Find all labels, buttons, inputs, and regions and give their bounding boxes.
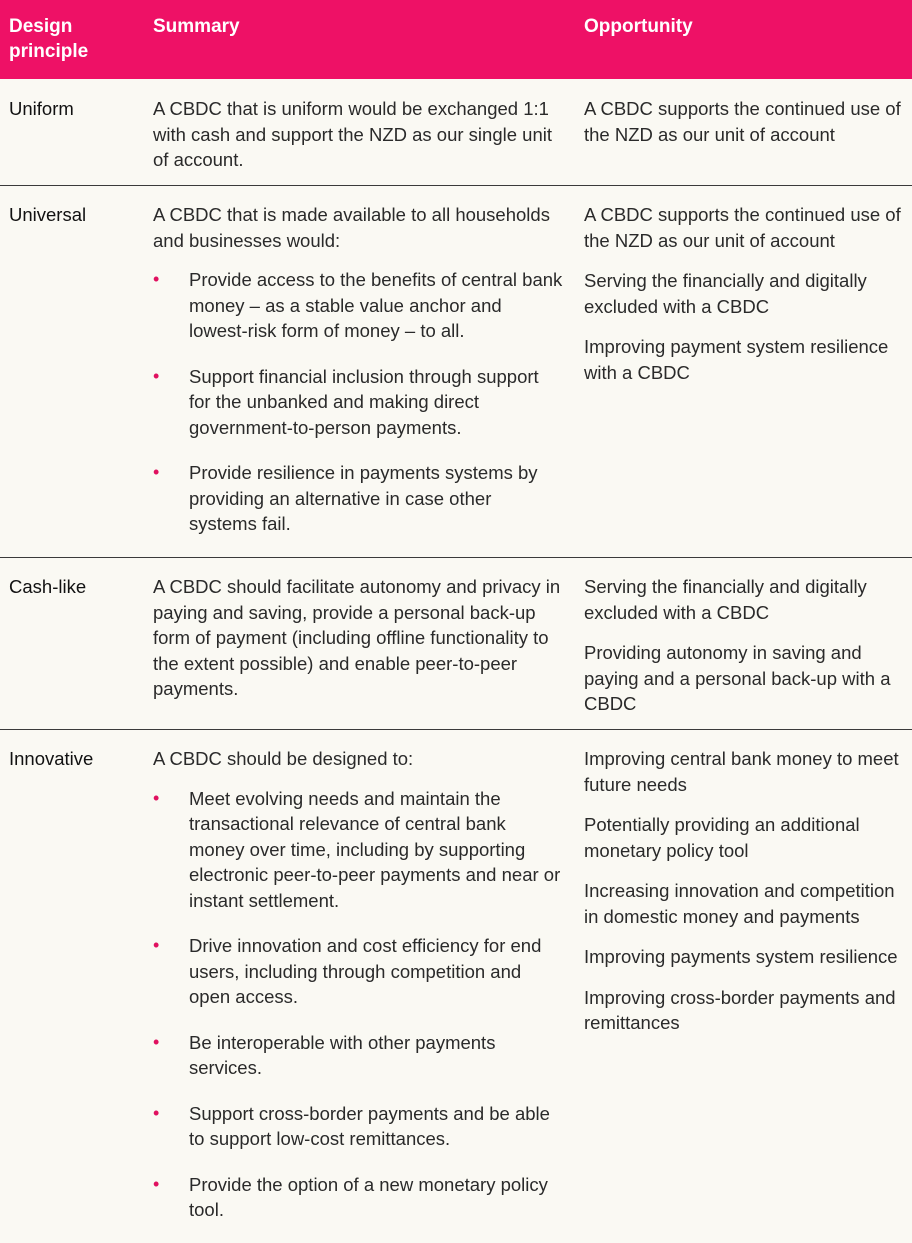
- summary-text: A CBDC that is made available to all households and businesses would:: [153, 204, 550, 251]
- opportunity-item: Serving the financially and digitally excluded with a CBDC: [584, 576, 867, 623]
- summary-bullet-list: [153, 267, 563, 537]
- row-divider: [0, 557, 912, 558]
- opportunity-item: Improving payment system resilience with a CBDC: [584, 336, 889, 383]
- opportunity-item: Increasing innovation and competition in domestic money and payments: [584, 880, 895, 927]
- opportunity-item: Improving payments system resilience: [584, 946, 898, 967]
- opportunity-item: Potentially providing an additional monetary policy tool: [584, 814, 860, 861]
- bullet-item: • Provide access to the benefits of central bank money – as a stable value anchor and lowest-risk form of money – to all.: [153, 269, 563, 341]
- summary-cell: [153, 746, 563, 1243]
- principle-cell: Uniform: [9, 98, 74, 119]
- bullet-dot-icon: •: [153, 365, 160, 386]
- summary-cell: [153, 96, 563, 173]
- table-row-innovative: [0, 746, 912, 1220]
- row-divider: [0, 185, 912, 186]
- principle-cell: Innovative: [9, 748, 94, 769]
- bullet-item: • Meet evolving needs and maintain the transactional relevance of central bank money over time, including by supporting electronic peer-to-peer payments and near or instant settlement.: [153, 787, 561, 911]
- opportunity-item: Improving cross-border payments and remittances: [584, 986, 896, 1033]
- opportunity-cell: [584, 96, 906, 162]
- bullet-dot-icon: •: [153, 1102, 160, 1123]
- bullet-item: • Drive innovation and cost efficiency for end users, including through competition and open access.: [153, 935, 542, 1007]
- opportunity-item: Providing autonomy in saving and paying and a personal back-up with a CBDC: [584, 642, 891, 714]
- table-row-uniform: [0, 96, 912, 186]
- table-row-universal: [0, 202, 912, 558]
- principle-cell: Cash-like: [9, 576, 87, 597]
- bullet-dot-icon: •: [153, 1173, 160, 1194]
- table-row-cash-like: [0, 574, 912, 730]
- bullet-dot-icon: •: [153, 462, 160, 482]
- bullet-dot-icon: •: [153, 269, 160, 289]
- bullet-item: • Support cross-border payments and be able to support low-cost remittances.: [153, 1102, 550, 1149]
- opportunity-item: A CBDC supports the continued use of the NZD as our unit of account: [584, 204, 901, 251]
- bullet-item: • Be interoperable with other payments services.: [153, 1031, 496, 1078]
- opportunity-item: Improving central bank money to meet future needs: [584, 748, 899, 795]
- bullet-dot-icon: •: [153, 1031, 160, 1052]
- bullet-dot-icon: •: [153, 787, 160, 808]
- opportunity-cell: [584, 574, 906, 732]
- summary-cell: [153, 202, 563, 557]
- summary-text: A CBDC that is uniform would be exchanged 1:1 with cash and support the NZD as our single unit of account.: [153, 98, 552, 170]
- opportunity-item: Serving the financially and digitally excluded with a CBDC: [584, 270, 867, 317]
- header-design-principle: Design principle: [9, 16, 89, 62]
- row-divider: [0, 729, 912, 730]
- opportunity-cell: [584, 202, 906, 400]
- summary-text: A CBDC should be designed to:: [153, 748, 414, 769]
- bullet-item: • Provide resilience in payments systems by providing an alternative in case other systems fail.: [153, 462, 538, 534]
- bullet-item: • Support financial inclusion through support for the unbanked and making direct government-to-person payments.: [153, 365, 539, 438]
- bullet-dot-icon: •: [153, 935, 160, 955]
- opportunity-cell: [584, 746, 906, 1051]
- summary-cell: [153, 574, 563, 702]
- header-opportunity: Opportunity: [584, 16, 693, 37]
- opportunity-item: A CBDC supports the continued use of the NZD as our unit of account: [584, 98, 901, 145]
- bullet-item: • Provide the option of a new monetary policy tool.: [153, 1173, 548, 1220]
- header-summary: Summary: [153, 16, 240, 37]
- principle-cell: Universal: [9, 204, 87, 225]
- summary-text: A CBDC should facilitate autonomy and privacy in paying and saving, provide a personal back-up form of payment (including offline functionality to the extent possible) and enable peer-to-peer payments.: [153, 576, 561, 699]
- table-header: [0, 0, 912, 79]
- summary-bullet-list: [153, 786, 563, 1223]
